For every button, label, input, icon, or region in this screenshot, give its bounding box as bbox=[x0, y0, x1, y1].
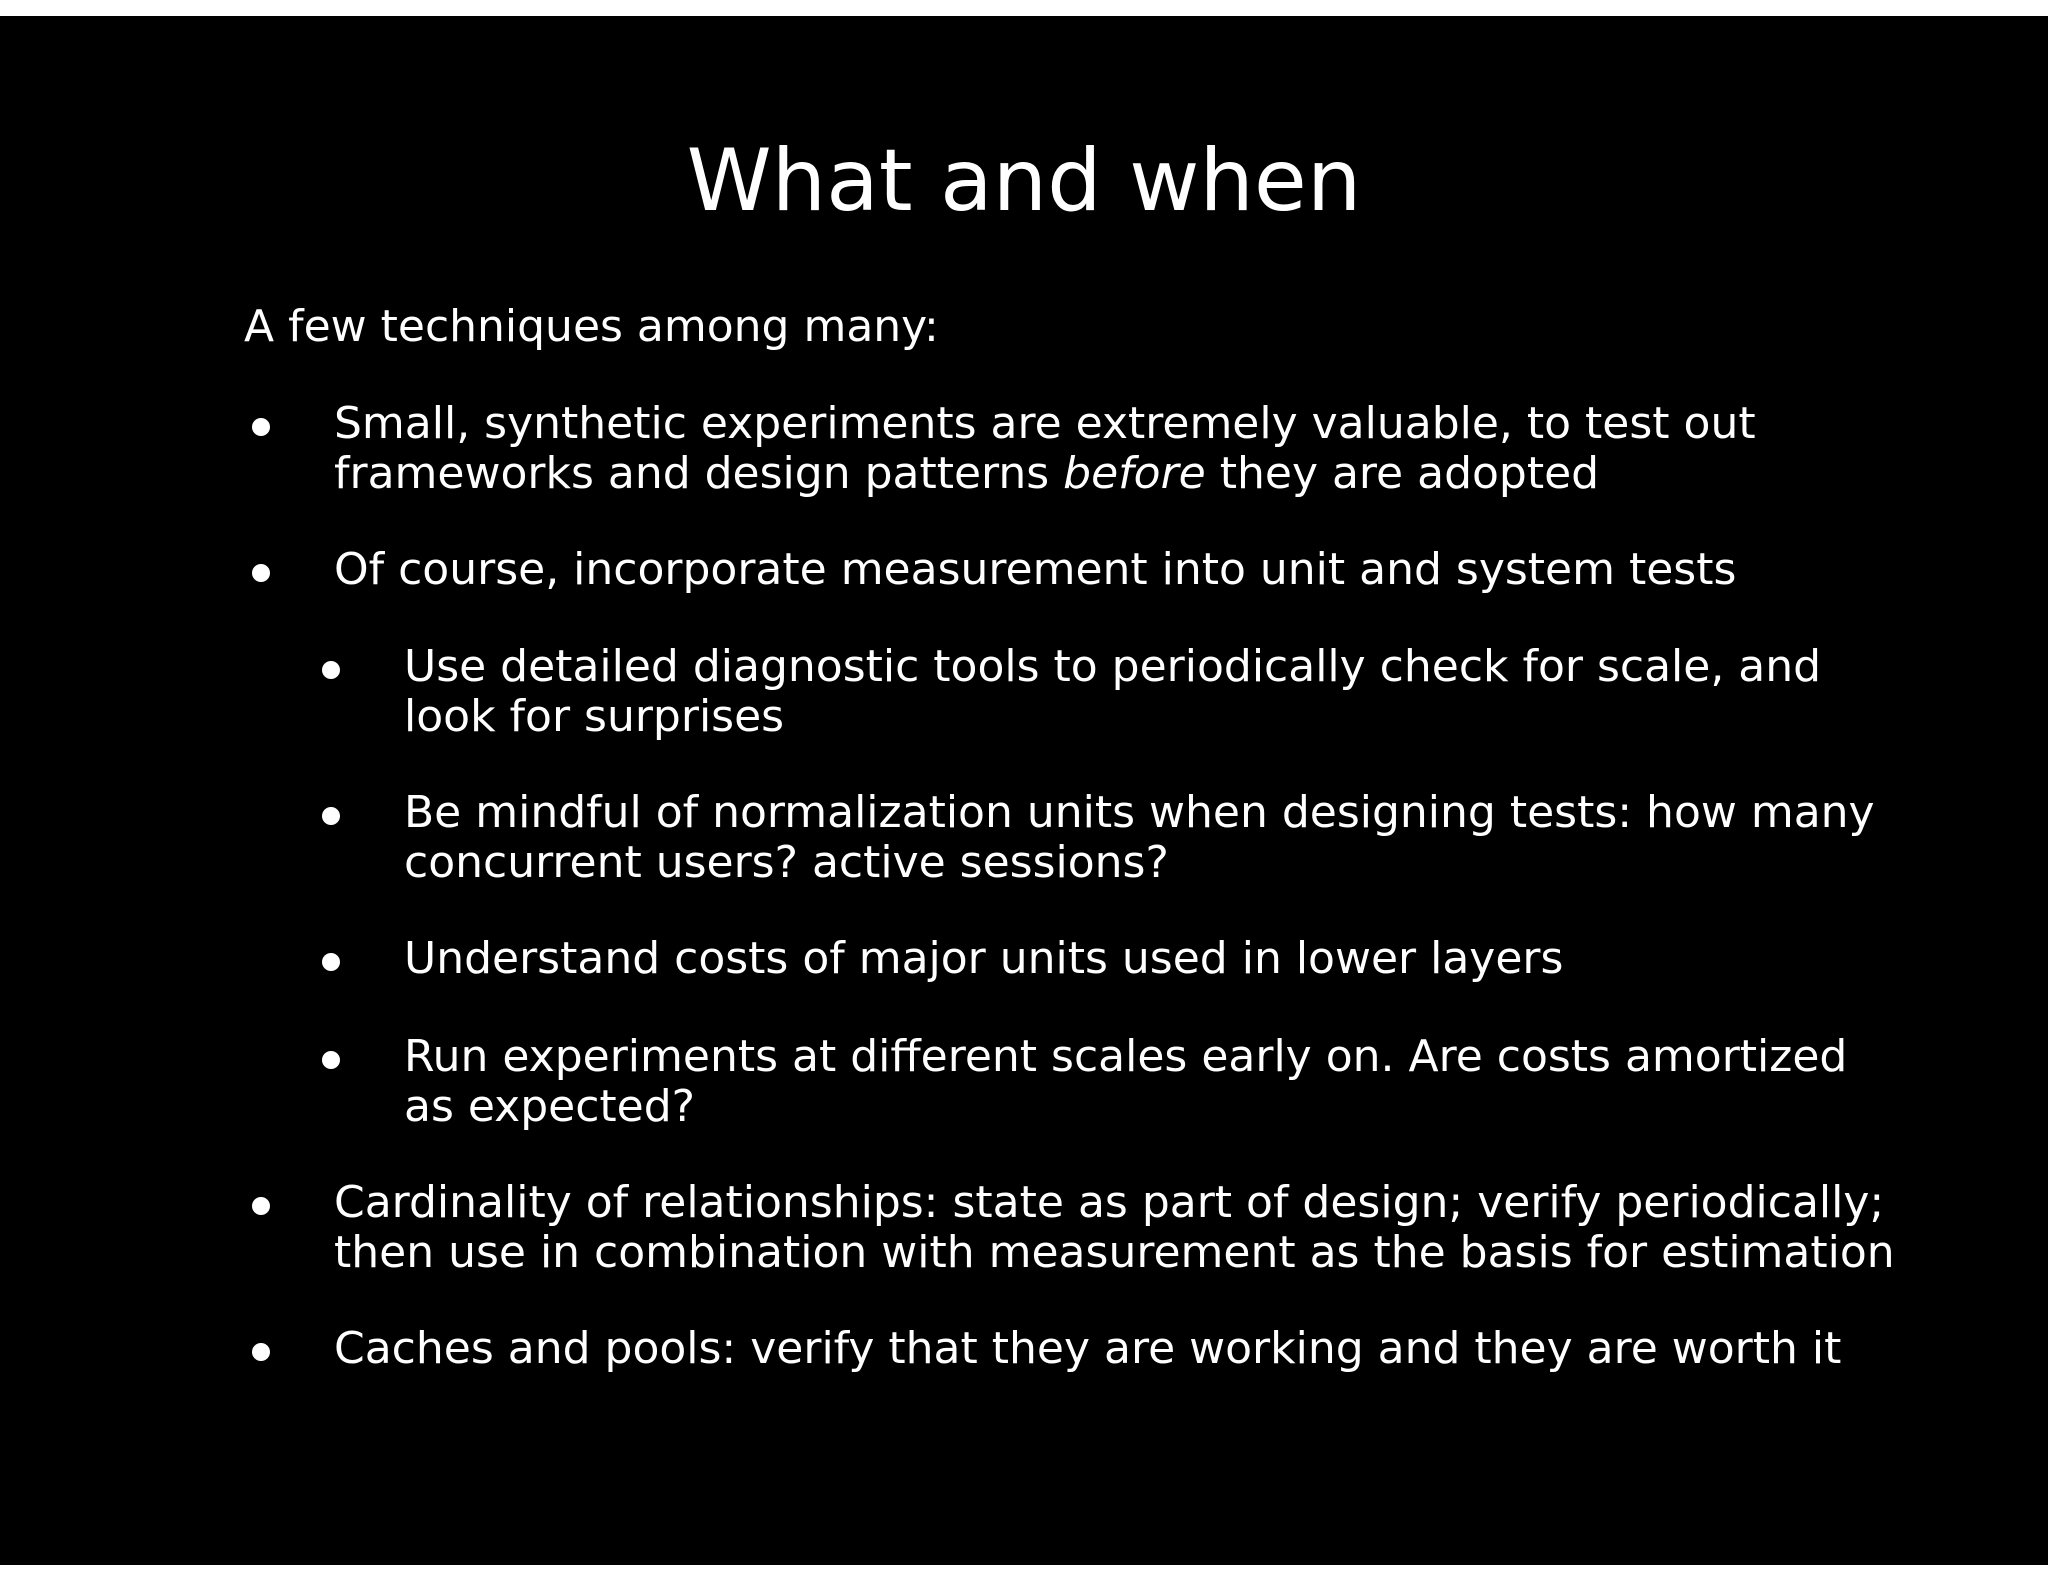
emphasis-text: before bbox=[1063, 448, 1206, 499]
list-item bbox=[334, 1178, 1895, 1278]
bullet-icon bbox=[252, 564, 270, 582]
slide bbox=[0, 16, 2048, 1565]
list-item-line: Of course, incorporate measurement into unit and system tests bbox=[334, 544, 1737, 595]
list-item bbox=[334, 545, 1736, 595]
list-item-line: concurrent users? active sessions? bbox=[404, 837, 1169, 888]
list-item-line: Use detailed diagnostic tools to periodically check for scale, and bbox=[404, 641, 1822, 692]
bullet-icon bbox=[252, 1343, 270, 1361]
list-item bbox=[334, 1324, 1841, 1374]
list-item bbox=[404, 1032, 1847, 1132]
list-item-line: Be mindful of normalization units when designing tests: how many bbox=[404, 787, 1875, 838]
list-item-line: Cardinality of relationships: state as part of design; verify periodically; bbox=[334, 1177, 1885, 1228]
list-item bbox=[334, 399, 1756, 499]
list-item-text: they are adopted bbox=[1205, 448, 1600, 499]
list-item-line: Small, synthetic experiments are extremely valuable, to test out bbox=[334, 398, 1756, 449]
list-item bbox=[404, 934, 1563, 984]
bullet-icon bbox=[322, 807, 340, 825]
intro-text: A few techniques among many: bbox=[244, 301, 939, 352]
list-item-line: Run experiments at different scales early on. Are costs amortized bbox=[404, 1031, 1848, 1082]
list-item-line: Caches and pools: verify that they are working and they are worth it bbox=[334, 1323, 1842, 1374]
list-item bbox=[404, 788, 1875, 888]
bullet-icon bbox=[322, 953, 340, 971]
list-item-line: as expected? bbox=[404, 1081, 696, 1132]
list-item bbox=[404, 642, 1821, 742]
slide-title: What and when bbox=[686, 131, 1362, 231]
list-item-line: look for surprises bbox=[404, 691, 785, 742]
bullet-icon bbox=[252, 1197, 270, 1215]
list-item-line bbox=[334, 449, 1756, 499]
bullet-icon bbox=[252, 418, 270, 436]
list-item-line: then use in combination with measurement as the basis for estimation bbox=[334, 1227, 1895, 1278]
list-item-line: Understand costs of major units used in lower layers bbox=[404, 933, 1564, 984]
bullet-icon bbox=[322, 1051, 340, 1069]
bullet-icon bbox=[322, 661, 340, 679]
list-item-text: frameworks and design patterns bbox=[334, 448, 1064, 499]
